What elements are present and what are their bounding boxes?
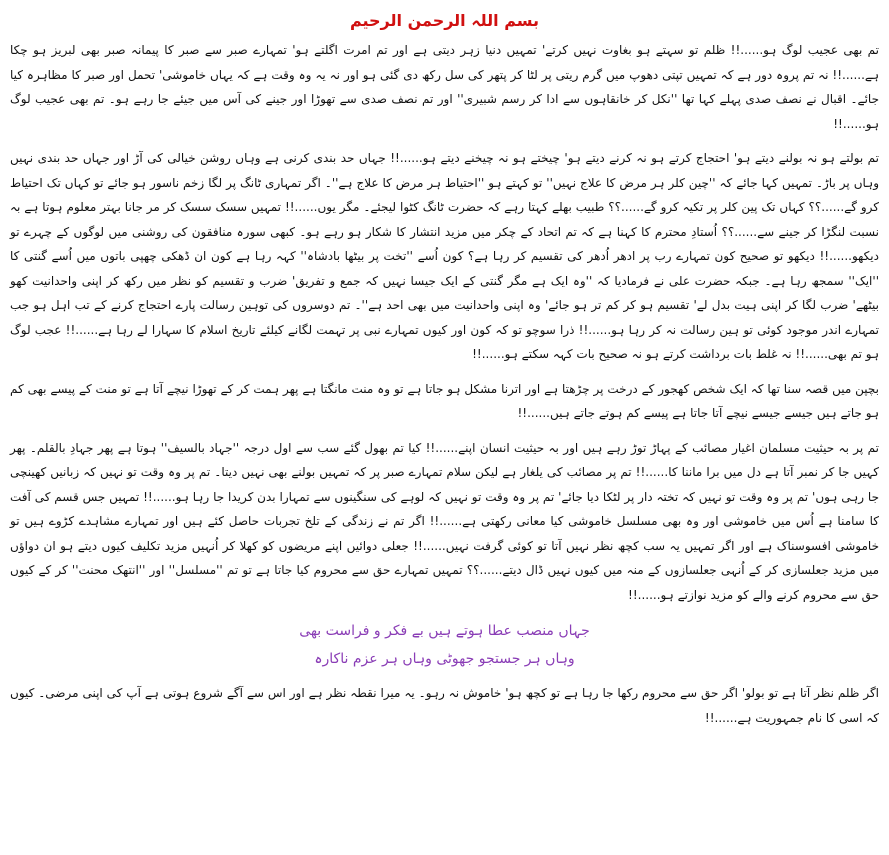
paragraph-1: تم بھی عجیب لوگ ہو......!! ظلم تو سہتے ہو بغاوت نہیں کرتے' تمہیں دنیا زہر دیتی ہے اور تم امرت اگلتے ہو' تمہارے صبر سے صبر کا پیمانہ صبر بھی لبریز ہو چکا ہے......!! نہ تم پروہ دور ہے کہ تمہیں تپتی دھوپ میں گرم ریتی پر لٹا کر پتھر کی سل رکھ دی گئی ہو اور نہ یہ وہ وقت ہے کہ یہاں خاموشی' تحمل اور صبر کا مظاہرہ کیا جائے۔ اقبال نے نصف صدی پہلے کہا تھا ''نکل کر خانقاہوں سے ادا کر رسم شبیری'' اور تم نصف صدی سے تھوڑا اور جینے کی آس میں جیئے جا رہے ہو۔ تم بھی عجیب لوگ ہو......!! [10, 43, 879, 131]
paragraph-2: تم بولتے ہو نہ بولنے دیتے ہو' احتجاج کرتے ہو نہ کرنے دیتے ہو' چیختے ہو نہ چیخنے دیتے ہو......!! جہاں حد بندی کرنی ہے وہاں روشن خیالی کی آڑ اور جہاں حد بندی نہیں وہاں پر باڑ۔ تمہیں کہا جائے کہ ''چین کلر ہر مرض کا علاج نہیں'' تو کہتے ہو ''احتیاط ہر مرض کا علاج ہے''۔ اگر تمہاری ٹانگ پر لگا زخم ناسور ہو جائے تو کہاں تک احتیاط کرو گے......؟؟ کہاں تک پین کلر پر تکیہ کرو گے......؟؟ طبیب بھلے کہتا رہے کہ حضرت ٹانگ کٹوا لیجئے۔ مگر یوں......!! تمہیں سسک سسک کر مر جانا بہتر معلوم ہوتا ہے بہ نسبت لنگڑا کر جینے سے......؟؟ اُستادِ محترم کا کہنا ہے کہ تم اتحاد کے چکر میں مزید انتشار کا شکار ہو رہے ہو۔ کبھی سورہ منافقون کی روشنی میں لوگوں کے چہرے تو دیکھو......!! دیکھو تو صحیح کون تمہارے رب پر ادھر اُدھر کی تقسیم کر رہا ہے؟ کون اُسے ''تخت پر بیٹھا بادشاہ'' کہہ رہا ہے کون ان ڈھکی چھپی باتوں میں اُسے گنتی کا ''ایک'' سمجھ رہا ہے۔ جبکہ حضرت علی نے فرمادیا کہ ''وہ ایک ہے مگر گنتی کے ایک جیسا نہیں کہ جمع و تفریق' ضرب و تقسیم کو نظر میں رکھ کر اپنی واحدانیت کھو بیٹھے' ضرب لگا کر اپنی ہیت بدل لے' تقسیم ہو کر کم تر ہو جائے' وہ اپنی واحدانیت میں بھی احد ہے''۔ تم دوسروں کی توہین رسالت پارے احتجاج کرنے کے تب اہل ہو جب تمہارے اندر موجود کوئی تو ہین رسالت نہ کر رہا ہو......!! ذرا سوچو تو کہ کون اور کیوں تمہارے نبی پر تہمت لگانے کیلئے تاریخ اسلام کا سہارا لے رہا ہے......!! عجب لوگ ہو تم بھی......!! نہ غلط بات برداشت کرتے ہو نہ صحیح بات کہہ سکتے ہو......!! [10, 151, 879, 361]
paragraph-4: تم پر بہ حیثیت مسلمان اغیار مصائب کے پہاڑ توڑ رہے ہیں اور بہ حیثیت انسان اپنے......!! کیا تم بھول گئے سب سے اول درجہ ''جہاد بالسیف'' ہوتا ہے پھر جہادِ بالقلم۔ پھر کہیں جا کر نمبر آتا ہے دل میں برا ماننا کا......!! تم پر مصائب کی یلغار ہے لیکن سلام تمہارے صبر پر کہ تمہیں بولنے بھی نہیں دیتا۔ تم پر وہ وقت تو نہیں کہ زبانیں کھینچی جا رہی ہوں' تم پر وہ وقت تو نہیں کہ تختہ دار پر لٹکا دیا جائے' تم پر وہ وقت تو نہیں کہ لوہے کی سنگینوں سے تمہارا بدن کریدا جا رہا ہو......!! تمہیں جس قسم کی آفت کا سامنا ہے اُس میں خاموشی اور وہ بھی مسلسل خاموشی کیا معانی رکھتی ہے......!! اگر تم نے زندگی کے تلخ تجربات حاصل کئے ہیں اور تمہارے مشاہدے کڑوے ہیں تو خاموشی افسوسناک ہے اور اگر تمہیں یہ سب کچھ نظر نہیں آتا تو کوئی گرفت نہیں......!! جعلی دوائیں اپنے مریضوں کو کھلا کر اُنہیں مزید تکلیف کیوں دیتے ہو ان دواؤں میں مزید جعلسازی کر کے اُنہی جعلسازوں کے منہ میں کیوں نہیں ڈال دیتے......؟؟ تمہیں تمہارے حق سے محروم کیا جاتا ہے تو تم ''مسلسل'' اور ''انتھک محنت'' کر کے کیوں حق سے محروم کرنے والے کو مزید نوازتے ہو......!! [10, 440, 879, 602]
verse-line-1: جہاں منصب عطا ہوتے ہیں بے فکر و فراست بھی [299, 623, 590, 639]
bismillah-heading: بسم اللہ الرحمن الرحیم [349, 11, 540, 30]
poetry-couplet [10, 617, 879, 673]
verse-line-2: وہاں ہر جستجو جھوٹی وہاں ہر عزم ناکارہ [314, 651, 575, 667]
paragraph-3: بچپن میں قصہ سنا تھا کہ ایک شخص کھجور کے درخت پر چڑھتا ہے اور اترنا مشکل ہو جاتا ہے تو وہ منت مانگتا ہے پھر ہمت کر کے تھوڑا نیچے آتا ہے تو منت کے پیسے بھی کم ہو جاتے ہیں جیسے جیسے نیچے آتا جاتا ہے پیسے کم ہوتے جاتے ہیں......!! [10, 381, 879, 420]
closing-paragraph: اگر ظلم نظر آتا ہے تو بولو' اگر حق سے محروم رکھا جا رہا ہے تو کچھ ہو' خاموش نہ رہو۔ یہ میرا نقطہ نظر ہے اور اس سے آگے شروع ہوتی ہے آپ کی اپنی مرضی۔ کیوں کہ اسی کا نام جمہوریت ہے......!! [10, 686, 879, 725]
